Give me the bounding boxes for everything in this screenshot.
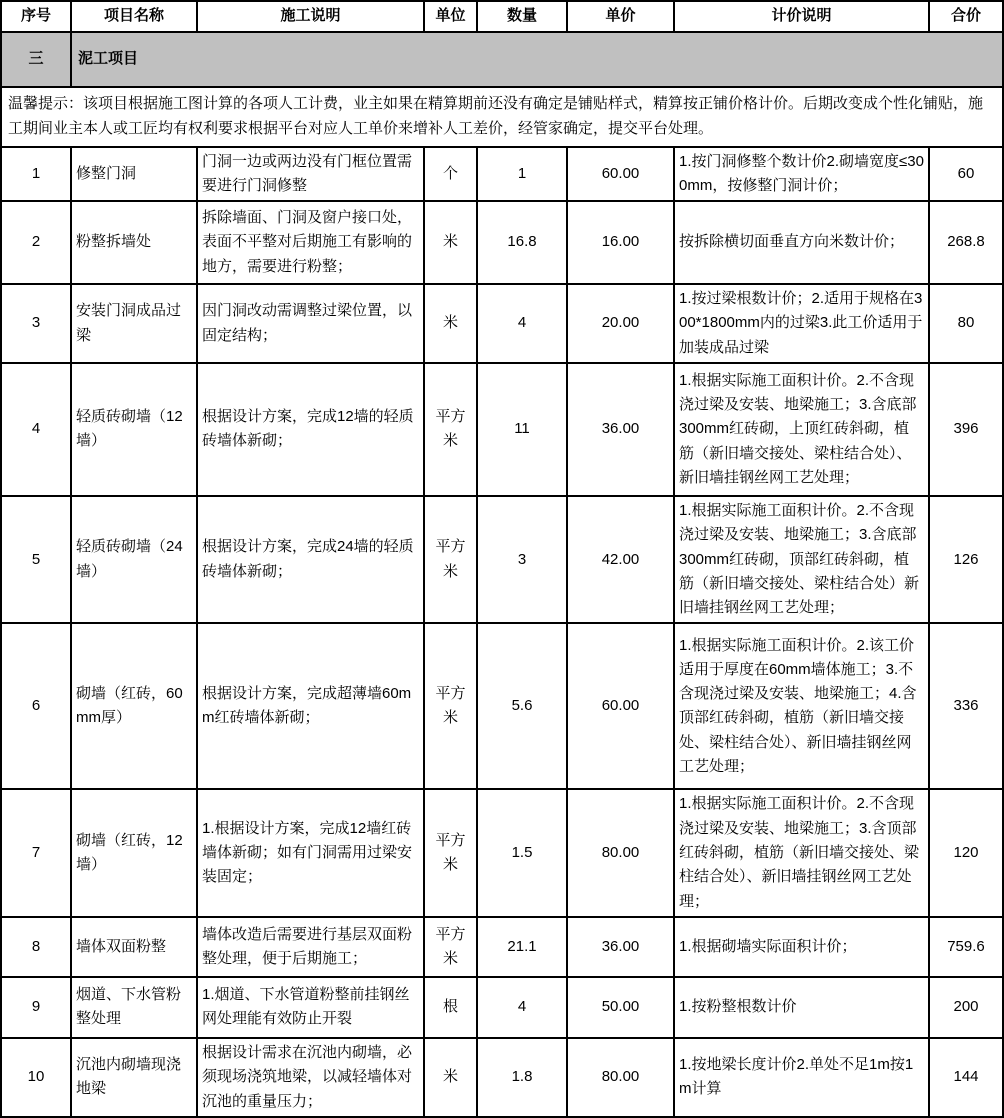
cell-no: 5 bbox=[1, 496, 71, 623]
cell-price: 60.00 bbox=[567, 147, 674, 202]
cell-desc: 拆除墙面、门洞及窗户接口处，表面不平整对后期施工有影响的地方，需要进行粉整； bbox=[197, 201, 424, 284]
cell-no: 2 bbox=[1, 201, 71, 284]
cell-desc: 1.根据设计方案，完成12墙红砖墙体新砌；如有门洞需用过梁安装固定； bbox=[197, 789, 424, 916]
cell-qty: 11 bbox=[477, 363, 567, 496]
cell-qty: 1.5 bbox=[477, 789, 567, 916]
cell-unit: 米 bbox=[424, 1038, 477, 1117]
cell-qty: 1.8 bbox=[477, 1038, 567, 1117]
cell-name: 轻质砖砌墙（24墙） bbox=[71, 496, 197, 623]
cell-unit: 平方米 bbox=[424, 917, 477, 977]
col-header-qty: 数量 bbox=[477, 1, 567, 32]
cell-qty: 21.1 bbox=[477, 917, 567, 977]
cell-pricing: 1.根据实际施工面积计价。2.不含现浇过梁及安装、地梁施工；3.含顶部红砖斜砌，植筋（新旧墙交接处、梁柱结合处）、新旧墙挂钢丝网工艺处理； bbox=[674, 789, 929, 916]
col-header-pricing: 计价说明 bbox=[674, 1, 929, 32]
cell-qty: 5.6 bbox=[477, 623, 567, 789]
cell-no: 3 bbox=[1, 284, 71, 363]
cell-pricing: 1.按门洞修整个数计价2.砌墙宽度≤300mm，按修整门洞计价； bbox=[674, 147, 929, 202]
cell-pricing: 1.按地梁长度计价2.单处不足1m按1m计算 bbox=[674, 1038, 929, 1117]
cell-unit: 根 bbox=[424, 977, 477, 1038]
cell-price: 50.00 bbox=[567, 977, 674, 1038]
cell-total: 396 bbox=[929, 363, 1003, 496]
cell-price: 42.00 bbox=[567, 496, 674, 623]
table-row bbox=[1, 201, 1003, 284]
cell-unit: 平方米 bbox=[424, 496, 477, 623]
cell-desc: 墙体改造后需要进行基层双面粉整处理，便于后期施工； bbox=[197, 917, 424, 977]
cell-name: 安装门洞成品过梁 bbox=[71, 284, 197, 363]
col-header-name: 项目名称 bbox=[71, 1, 197, 32]
cell-price: 36.00 bbox=[567, 363, 674, 496]
cell-desc: 根据设计方案，完成超薄墙60mm红砖墙体新砌； bbox=[197, 623, 424, 789]
cell-total: 200 bbox=[929, 977, 1003, 1038]
cell-price: 80.00 bbox=[567, 1038, 674, 1117]
cell-total: 336 bbox=[929, 623, 1003, 789]
cell-unit: 个 bbox=[424, 147, 477, 202]
cell-pricing: 1.根据砌墙实际面积计价； bbox=[674, 917, 929, 977]
cell-total: 60 bbox=[929, 147, 1003, 202]
notice-text: 温馨提示：该项目根据施工图计算的各项人工计费，业主如果在精算期前还没有确定是铺贴样式，精算按正铺价格计价。后期改变成个性化铺贴，施工期间业主本人或工匠均有权利要求根据平台对应人工单价来增补人工差价，经管家确定，提交平台处理。 bbox=[1, 87, 1003, 147]
cell-name: 墙体双面粉整 bbox=[71, 917, 197, 977]
section-row bbox=[1, 32, 1003, 87]
cell-no: 4 bbox=[1, 363, 71, 496]
section-index: 三 bbox=[1, 32, 71, 87]
cell-pricing: 按拆除横切面垂直方向米数计价； bbox=[674, 201, 929, 284]
cell-unit: 平方米 bbox=[424, 363, 477, 496]
col-header-price: 单价 bbox=[567, 1, 674, 32]
cell-desc: 根据设计方案，完成12墙的轻质砖墙体新砌； bbox=[197, 363, 424, 496]
col-header-desc: 施工说明 bbox=[197, 1, 424, 32]
cell-pricing: 1.根据实际施工面积计价。2.该工价适用于厚度在60mm墙体施工；3.不含现浇过梁及安装、地梁施工；4.含顶部红砖斜砌，植筋（新旧墙交接处、梁柱结合处）、新旧墙挂钢丝网工艺处理； bbox=[674, 623, 929, 789]
cell-desc: 根据设计方案，完成24墙的轻质砖墙体新砌； bbox=[197, 496, 424, 623]
section-title: 泥工项目 bbox=[71, 32, 1003, 87]
cell-total: 268.8 bbox=[929, 201, 1003, 284]
cell-unit: 米 bbox=[424, 201, 477, 284]
notice-row bbox=[1, 87, 1003, 147]
cell-unit: 平方米 bbox=[424, 789, 477, 916]
cell-pricing: 1.按粉整根数计价 bbox=[674, 977, 929, 1038]
table-row bbox=[1, 917, 1003, 977]
cell-price: 20.00 bbox=[567, 284, 674, 363]
table-row bbox=[1, 496, 1003, 623]
cell-name: 轻质砖砌墙（12墙） bbox=[71, 363, 197, 496]
cell-name: 修整门洞 bbox=[71, 147, 197, 202]
cell-no: 6 bbox=[1, 623, 71, 789]
cell-no: 9 bbox=[1, 977, 71, 1038]
cell-qty: 3 bbox=[477, 496, 567, 623]
table-row bbox=[1, 284, 1003, 363]
table-row bbox=[1, 363, 1003, 496]
cell-price: 60.00 bbox=[567, 623, 674, 789]
table-row bbox=[1, 977, 1003, 1038]
cell-total: 120 bbox=[929, 789, 1003, 916]
table-row bbox=[1, 623, 1003, 789]
header-row bbox=[1, 1, 1003, 32]
cell-no: 8 bbox=[1, 917, 71, 977]
cell-no: 7 bbox=[1, 789, 71, 916]
cell-total: 126 bbox=[929, 496, 1003, 623]
cell-total: 759.6 bbox=[929, 917, 1003, 977]
cell-name: 砌墙（红砖，60mm厚） bbox=[71, 623, 197, 789]
cell-total: 144 bbox=[929, 1038, 1003, 1117]
col-header-no: 序号 bbox=[1, 1, 71, 32]
cell-qty: 4 bbox=[477, 977, 567, 1038]
cell-price: 36.00 bbox=[567, 917, 674, 977]
cell-no: 10 bbox=[1, 1038, 71, 1117]
cell-qty: 16.8 bbox=[477, 201, 567, 284]
cell-no: 1 bbox=[1, 147, 71, 202]
cell-total: 80 bbox=[929, 284, 1003, 363]
cell-unit: 平方米 bbox=[424, 623, 477, 789]
cell-desc: 因门洞改动需调整过梁位置，以固定结构； bbox=[197, 284, 424, 363]
cell-qty: 4 bbox=[477, 284, 567, 363]
cell-desc: 1.烟道、下水管道粉整前挂钢丝网处理能有效防止开裂 bbox=[197, 977, 424, 1038]
table-row bbox=[1, 147, 1003, 202]
col-header-unit: 单位 bbox=[424, 1, 477, 32]
cell-name: 砌墙（红砖，12墙） bbox=[71, 789, 197, 916]
cell-qty: 1 bbox=[477, 147, 567, 202]
cell-name: 烟道、下水管粉整处理 bbox=[71, 977, 197, 1038]
cell-unit: 米 bbox=[424, 284, 477, 363]
cell-desc: 根据设计需求在沉池内砌墙，必须现场浇筑地梁，以减轻墙体对沉池的重量压力； bbox=[197, 1038, 424, 1117]
cell-desc: 门洞一边或两边没有门框位置需要进行门洞修整 bbox=[197, 147, 424, 202]
cell-name: 粉整拆墙处 bbox=[71, 201, 197, 284]
col-header-total: 合价 bbox=[929, 1, 1003, 32]
cell-price: 80.00 bbox=[567, 789, 674, 916]
cell-price: 16.00 bbox=[567, 201, 674, 284]
cell-pricing: 1.按过梁根数计价；2.适用于规格在300*1800mm内的过梁3.此工价适用于加装成品过梁 bbox=[674, 284, 929, 363]
cell-name: 沉池内砌墙现浇地梁 bbox=[71, 1038, 197, 1117]
cell-pricing: 1.根据实际施工面积计价。2.不含现浇过梁及安装、地梁施工；3.含底部300mm红砖砌，上顶红砖斜砌，植筋（新旧墙交接处、梁柱结合处）、新旧墙挂钢丝网工艺处理； bbox=[674, 363, 929, 496]
table-row bbox=[1, 789, 1003, 916]
table-row bbox=[1, 1038, 1003, 1117]
cell-pricing: 1.根据实际施工面积计价。2.不含现浇过梁及安装、地梁施工；3.含底部300mm红砖砌，顶部红砖斜砌，植筋（新旧墙交接处、梁柱结合处）新旧墙挂钢丝网工艺处理； bbox=[674, 496, 929, 623]
